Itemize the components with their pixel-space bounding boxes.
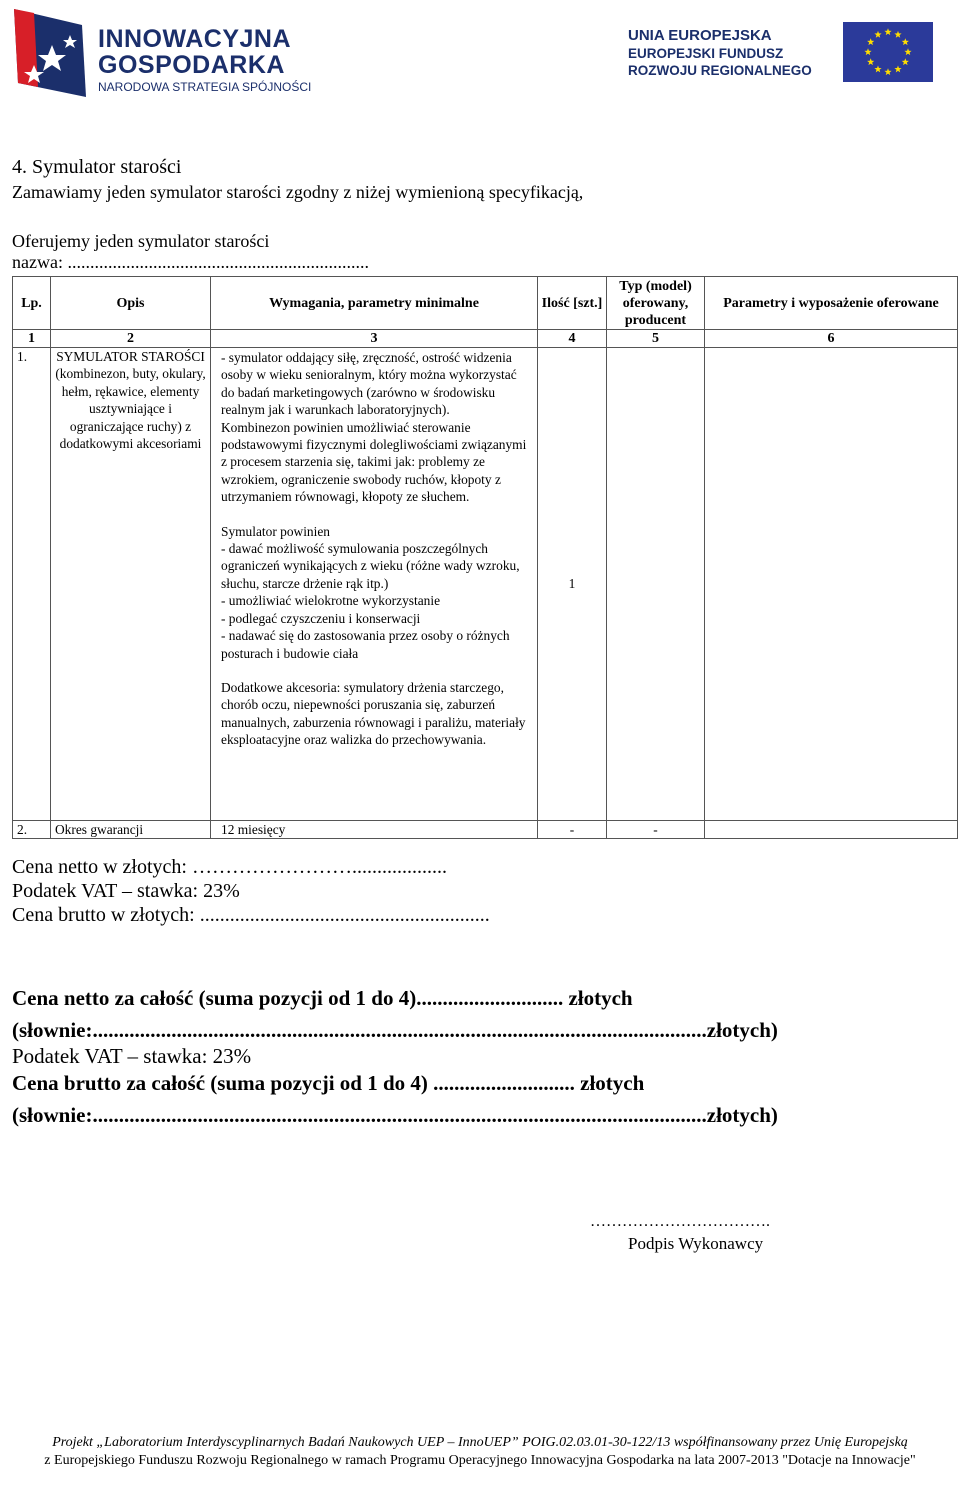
req-paragraph: - nadawać się do zastosowania przez osoby o różnych posturach i budowie ciała [221,628,510,661]
eu-line1: UNIA EUROPEJSKA [628,27,772,44]
logo-line2: GOSPODARKA [98,51,285,79]
row2-opis: Okres gwarancji [51,821,211,839]
req-paragraph: - podlegać czyszczeniu i konserwacji [221,610,421,626]
req-paragraph: - symulator oddający siłę, zręczność, ostrość widzenia osoby w wieku senioralnym, który można wykorzystać do badań marketingowych (zarówno w środowisku realnym jak i warunkach laboratoryjnych). [221,350,517,418]
header-typ: Typ (model) oferowany, producent [607,277,705,330]
eu-flag-icon [843,22,933,82]
eu-line3: ROZWOJU REGIONALNEGO [628,63,812,78]
table-header-row [13,277,958,330]
intro-line1: Zamawiamy jeden symulator starości zgodny z niżej wymienioną specyfikacją, [12,182,584,202]
req-paragraph: - umożliwiać wielokrotne wykorzystanie [221,593,441,609]
section-title: 4. Symulator starości [12,156,182,178]
footer [0,1434,960,1470]
req-paragraph: Symulator powinien [221,523,330,539]
req-paragraph: Kombinezon powinien umożliwiać sterowanie podstawowymi fizycznymi dolegliwościami związanymi z procesem starzenia się, takimi jak: problemy ze wzrokiem, ograniczenie swobody ruchów, kłopoty z utrzymaniem równowagi, kłopoty ze słuchem. [221,419,527,505]
price-netto: Cena netto w złotych: ……………………................... [12,856,447,878]
req-paragraph: Dodatkowe akcesoria: symulatory drżenia starczego, chorób oczu, niepewności poruszania się, zaburzeń manualnych, zaburzenia równowagi i paraliżu, materiały eksploatacyjne oraz walizka do przechowywania. [221,679,526,748]
total-vat: Podatek VAT – stawka: 23% [12,1044,252,1068]
row2-typ: - [607,821,705,839]
row1-ilosc: 1 [538,348,607,821]
table-index-row [13,330,958,348]
total-slownie-netto: (słownie:.....................................................................................................................złotych) [12,1018,778,1042]
price-vat: Podatek VAT – stawka: 23% [12,880,240,902]
total-netto: Cena netto za całość (suma pozycji od 1 do 4)............................ złotych [12,986,633,1010]
row2-parametry [705,821,958,839]
row1-lp: 1. [13,348,51,821]
index-cell: 2 [51,330,211,348]
eu-line2: EUROPEJSKI FUNDUSZ [628,46,784,61]
logo-line1: INNOWACYJNA [98,25,292,53]
header-wymagania: Wymagania, parametry minimalne [211,277,538,330]
req-paragraph: - dawać możliwość symulowania poszczególnych ograniczeń wynikających z wieku (różne wady wzroku, słuchu, starcze drżenie rąk itp.) [221,541,520,591]
logo-sub: NARODOWA STRATEGIA SPÓJNOŚCI [98,80,312,94]
header-opis: Opis [51,277,211,330]
table-row [13,348,958,821]
intro-line3: nazwa: ................................................................... [12,252,369,272]
specification-table [12,276,958,839]
footer-line2: z Europejskiego Funduszu Rozwoju Regionalnego w ramach Programu Operacyjnego Innowacyjna Gospodarka na lata 2007-2013 "Dotacje na Innowacje" [44,1453,916,1468]
header-ilosc: Ilość [szt.] [538,277,607,330]
table-row [13,821,958,839]
intro-line2: Oferujemy jeden symulator starości [12,231,270,251]
index-cell: 4 [538,330,607,348]
signature-label: Podpis Wykonawcy [628,1234,764,1253]
footer-line1: Projekt „Laboratorium Interdyscyplinarnych Badań Naukowych UEP – InnoUEP” POIG.02.03.01-30-122/13 współfinansowany przez Unię Europejską [52,1435,908,1450]
index-cell: 6 [705,330,958,348]
row1-typ [607,348,705,821]
row1-requirements [211,348,538,821]
unia-europejska-logo [628,22,948,84]
row2-ilosc: - [538,821,607,839]
price-brutto: Cena brutto w złotych: .......................................................... [12,904,490,926]
signature-line: ……………………………. [590,1213,770,1230]
index-cell: 1 [13,330,51,348]
index-cell: 5 [607,330,705,348]
row1-parametry [705,348,958,821]
total-slownie-brutto: (słownie:.....................................................................................................................złotych) [12,1103,778,1127]
row1-opis: SYMULATOR STAROŚCI (kombinezon, buty, okulary, hełm, rękawice, elementy usztywniające i ograniczające ruchy) z dodatkowymi akcesoriami [51,348,211,821]
row2-lp: 2. [13,821,51,839]
total-brutto: Cena brutto za całość (suma pozycji od 1 do 4) ........................... złotych [12,1071,645,1095]
innowacyjna-gospodarka-logo [12,5,312,100]
header-parametry: Parametry i wyposażenie oferowane [705,277,958,330]
flag-emblem-icon [12,5,90,100]
row2-wymagania: 12 miesięcy [211,821,538,839]
header-lp: Lp. [13,277,51,330]
index-cell: 3 [211,330,538,348]
